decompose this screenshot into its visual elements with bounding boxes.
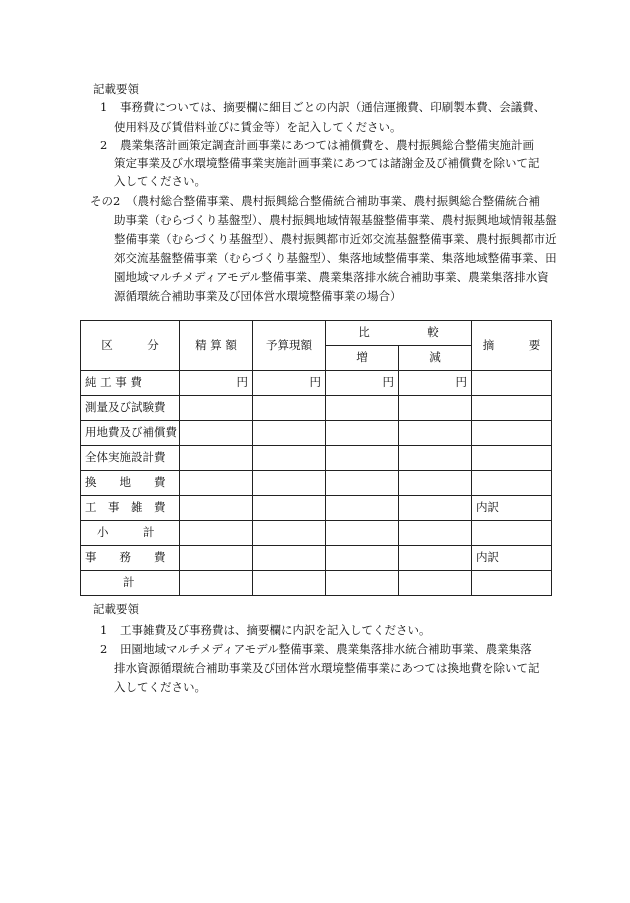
seisan-cell [180, 571, 253, 596]
row-label: 全体実施設計費 [81, 446, 180, 471]
sono2-line: 園地域マルチメディアモデル整備事業、農業集落排水統合補助事業、農業集落排水資 [114, 270, 549, 284]
seisan-cell [180, 471, 253, 496]
seisan-cell [180, 396, 253, 421]
yosan-cell: 円 [253, 371, 326, 396]
memo-cell [472, 446, 552, 471]
note-number: 2 [100, 642, 108, 656]
zou-cell: 円 [326, 371, 399, 396]
yosan-cell [253, 471, 326, 496]
row-label: 用地費及び補償費 [81, 421, 180, 446]
gen-cell [399, 446, 472, 471]
zou-cell [326, 421, 399, 446]
memo-cell [472, 396, 552, 421]
yosan-cell [253, 421, 326, 446]
memo-cell [472, 521, 552, 546]
zou-cell [326, 496, 399, 521]
table-row [81, 371, 552, 396]
gen-cell [399, 496, 472, 521]
header-gen: 減 [399, 346, 472, 371]
header-tekiyou: 摘 要 [472, 321, 552, 371]
memo-cell [472, 371, 552, 396]
seisan-cell [180, 546, 253, 571]
row-label: 事 務 費 [81, 546, 180, 571]
note-line: 排水資源循環統合補助事業及び団体営水環境整備事業にあつては換地費を除いて記 [114, 661, 540, 675]
yosan-cell [253, 521, 326, 546]
header-zou: 増 [326, 346, 399, 371]
memo-cell: 内訳 [472, 546, 552, 571]
note-line: 使用料及び賃借料並びに賃金等）を記入してください。 [114, 120, 402, 134]
zou-cell [326, 471, 399, 496]
gen-cell [399, 471, 472, 496]
header-yosan: 予算現額 [253, 321, 326, 371]
row-label: 測量及び試験費 [81, 396, 180, 421]
row-label: 小 計 [81, 521, 180, 546]
zou-cell [326, 546, 399, 571]
note-line: 農業集落計画策定調査計画事業にあつては補償費を、農村振興総合整備実施計画 [120, 138, 534, 152]
gen-cell [399, 571, 472, 596]
gen-cell: 円 [399, 371, 472, 396]
header-hikaku: 比 較 [326, 321, 472, 346]
yosan-cell [253, 396, 326, 421]
notes-top-heading: 記載要領 [93, 82, 139, 96]
table-row [81, 471, 552, 496]
memo-cell [472, 421, 552, 446]
seisan-cell [180, 521, 253, 546]
table-row [81, 496, 552, 521]
memo-cell: 内訳 [472, 496, 552, 521]
table-row [81, 421, 552, 446]
zou-cell [326, 571, 399, 596]
row-label: 計 [81, 571, 180, 596]
sono2-line: 郊交流基盤整備事業（むらづくり基盤型）、集落地域整備事業、集落地域整備事業、田 [114, 251, 557, 265]
table-row [81, 571, 552, 596]
seisan-cell: 円 [180, 371, 253, 396]
table-row [81, 546, 552, 571]
note-number: 1 [100, 623, 108, 637]
row-label: 換 地 費 [81, 471, 180, 496]
note-line: 工事雑費及び事務費は、摘要欄に内訳を記入してください。 [120, 623, 431, 637]
note-line: 策定事業及び水環境整備事業実施計画事業にあつては諸謝金及び補償費を除いて記 [114, 156, 540, 170]
sono2-line: 助事業（むらづくり基盤型）、農村振興地域情報基盤整備事業、農村振興地域情報基盤 [114, 213, 557, 227]
sono2-line: 整備事業（むらづくり基盤型）、農村振興都市近郊交流基盤整備事業、農村振興都市近 [114, 232, 557, 246]
memo-cell [472, 471, 552, 496]
gen-cell [399, 396, 472, 421]
seisan-cell [180, 496, 253, 521]
note-line: 事務費については、摘要欄に細目ごとの内訳（通信運搬費、印刷製本費、会議費、 [120, 100, 546, 114]
sono2-line: その2 （農村総合整備事業、農村振興総合整備統合補助事業、農村振興総合整備統合補 [90, 194, 541, 208]
note-number: 1 [100, 100, 108, 114]
table-row [81, 446, 552, 471]
row-label: 純 工 事 費 [81, 371, 180, 396]
zou-cell [326, 446, 399, 471]
note-line: 入してください。 [114, 174, 206, 188]
sono2-line: 源循環統合補助事業及び団体営水環境整備事業の場合） [114, 289, 402, 303]
yosan-cell [253, 571, 326, 596]
seisan-cell [180, 421, 253, 446]
header-kubun: 区 分 [81, 321, 180, 371]
yosan-cell [253, 546, 326, 571]
gen-cell [399, 421, 472, 446]
table-row [81, 521, 552, 546]
settlement-table [80, 320, 552, 596]
note-line: 田園地域マルチメディアモデル整備事業、農業集落排水統合補助事業、農業集落 [120, 642, 532, 656]
note-number: 2 [100, 138, 108, 152]
zou-cell [326, 396, 399, 421]
yosan-cell [253, 496, 326, 521]
memo-cell [472, 571, 552, 596]
row-label: 工 事 雑 費 [81, 496, 180, 521]
gen-cell [399, 521, 472, 546]
gen-cell [399, 546, 472, 571]
zou-cell [326, 521, 399, 546]
table-row [81, 396, 552, 421]
yosan-cell [253, 446, 326, 471]
seisan-cell [180, 446, 253, 471]
note-line: 入してください。 [114, 680, 206, 694]
notes-bottom-heading: 記載要領 [93, 602, 139, 616]
header-seisan: 精 算 額 [180, 321, 253, 371]
